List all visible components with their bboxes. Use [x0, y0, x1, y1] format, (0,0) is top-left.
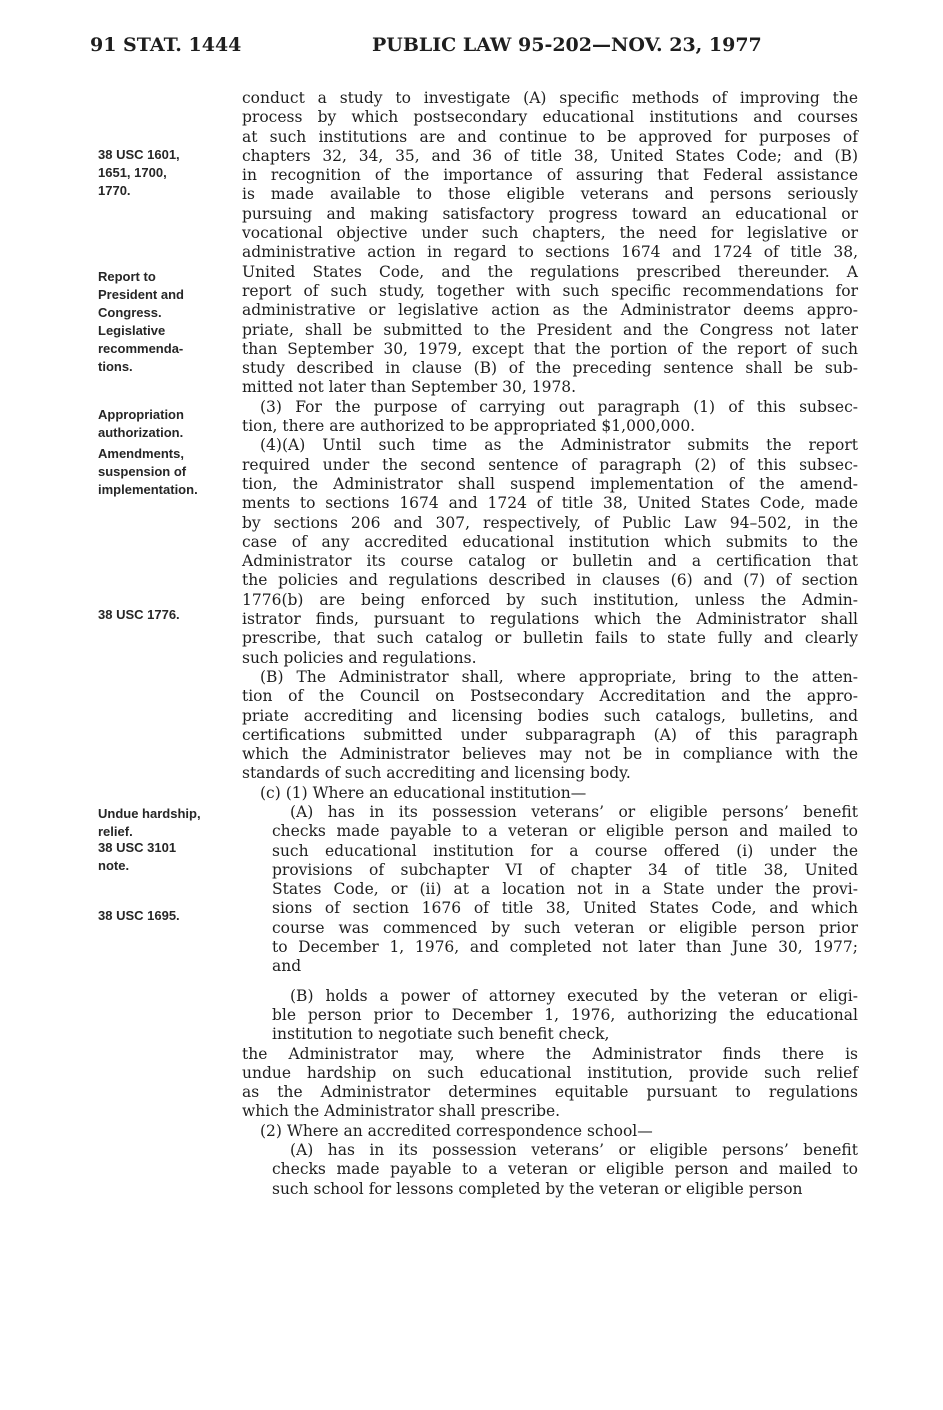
- text-line: sions of section 1676 of title 38, United States Code, and which: [272, 899, 858, 918]
- text-line: course was commenced by such veteran or eligible person prior: [272, 918, 858, 937]
- text-line: (A) has in its possession veterans’ or eligible persons’ benefit: [290, 802, 858, 821]
- clause-c1a: [272, 803, 858, 977]
- text-line: such educational institution for a course offered (i) under the: [272, 841, 858, 860]
- text-line: priate accrediting and licensing bodies such catalogs, bulletins, and: [242, 706, 858, 725]
- text-line: (4)(A) Until such time as the Administrator submits the report: [260, 436, 858, 455]
- text-line: pursuing and making satisfactory progress toward an educational or: [242, 204, 858, 223]
- text-line: undue hardship on such educational institution, provide such relief: [242, 1063, 858, 1082]
- margin-line: tions.: [98, 359, 133, 374]
- text-line: tion of the Council on Postsecondary Accreditation and the appro-: [242, 687, 858, 706]
- text-line: prescribe, that such catalog or bulletin fails to state fully and clearly: [242, 629, 858, 648]
- statute-page-number: 91 STAT. 1444: [90, 34, 242, 56]
- text-line: standards of such accrediting and licensing body.: [242, 764, 631, 783]
- text-line: administrative action in regard to sections 1674 and 1724 of title 38,: [242, 243, 858, 262]
- text-line: administrative or legislative action as the Administrator deems appro-: [242, 301, 858, 320]
- text-line: tion, there are authorized to be appropriated $1,000,000.: [242, 417, 696, 436]
- text-line: required under the second sentence of paragraph (2) of this subsec-: [242, 455, 858, 474]
- text-line: is made available to those eligible veterans and persons seriously: [242, 185, 858, 204]
- text-line: (B) holds a power of attorney executed by the veteran or eligi-: [290, 986, 858, 1005]
- margin-line: note.: [98, 858, 130, 873]
- margin-line: 38 USC 1695.: [98, 908, 180, 923]
- margin-line: Amendments,: [98, 446, 184, 461]
- public-law-citation: PUBLIC LAW 95-202—NOV. 23, 1977: [372, 34, 762, 56]
- text-line: which the Administrator shall prescribe.: [242, 1102, 561, 1121]
- text-line: and: [272, 957, 302, 976]
- text-line: the policies and regulations described in clauses (6) and (7) of section: [242, 571, 858, 590]
- text-line: priate, shall be submitted to the President and the Congress not later: [242, 320, 858, 339]
- text-line: chapters 32, 34, 35, and 36 of title 38, United States Code; and (B): [242, 146, 858, 165]
- margin-line: authorization.: [98, 425, 184, 440]
- text-line: (3) For the purpose of carrying out paragraph (1) of this subsec-: [260, 397, 858, 416]
- text-line: ble person prior to December 1, 1976, authorizing the educational: [272, 1005, 858, 1024]
- text-line: checks made payable to a veteran or eligible person and mailed to: [272, 1160, 858, 1179]
- text-line: provisions of subchapter VI of chapter 34 of title 38, United: [272, 860, 858, 879]
- paragraph-3-appropriation: [242, 398, 858, 437]
- clause-c2a: [272, 1141, 858, 1199]
- text-line: (A) has in its possession veterans’ or eligible persons’ benefit: [290, 1141, 858, 1160]
- text-line: the Administrator may, where the Administrator finds there is: [242, 1044, 858, 1063]
- text-line: United States Code, and the regulations prescribed thereunder. A: [242, 262, 858, 281]
- paragraph-4b: [242, 668, 858, 784]
- paragraph-4a: [242, 436, 858, 668]
- text-line: in recognition of the importance of assuring that Federal assistance: [242, 166, 858, 185]
- text-line: conduct a study to investigate (A) specific methods of improving the: [242, 89, 858, 107]
- margin-note-usc-3101: [98, 839, 238, 875]
- margin-line: Congress.: [98, 305, 162, 320]
- text-line: certifications submitted under subparagraph (A) of this paragraph: [242, 725, 858, 744]
- margin-line: suspension of: [98, 464, 187, 479]
- margin-line: 1770.: [98, 183, 131, 198]
- margin-line: President and: [98, 287, 184, 302]
- margin-line: 1651, 1700,: [98, 165, 167, 180]
- margin-note-usc-1695: [98, 907, 238, 925]
- text-line: than September 30, 1979, except that the portion of the report of such: [242, 339, 858, 358]
- margin-note-usc-1601: [98, 146, 238, 200]
- text-line: case of any accredited educational institution which submits to the: [242, 532, 858, 551]
- text-line: (2) Where an accredited correspondence school—: [260, 1121, 653, 1140]
- text-line: istrator finds, pursuant to regulations which the Administrator shall: [242, 610, 858, 629]
- margin-line: 38 USC 1601,: [98, 147, 180, 162]
- text-line: (B) The Administrator shall, where appropriate, bring to the atten-: [260, 667, 858, 686]
- text-line: tion, the Administrator shall suspend implementation of the amend-: [242, 474, 858, 493]
- paragraph-study: [242, 89, 858, 398]
- body-text: [242, 89, 858, 1199]
- text-line: to December 1, 1976, and completed not later than June 30, 1977;: [272, 938, 858, 957]
- margin-note-report: [98, 268, 238, 376]
- margin-line: 38 USC 3101: [98, 840, 177, 855]
- text-line: 1776(b) are being enforced by such institution, unless the Admin-: [242, 590, 858, 609]
- text-line: institution to negotiate such benefit check,: [272, 1025, 610, 1044]
- text-line: Administrator its course catalog or bulletin and a certification that: [242, 552, 858, 571]
- subsection-c2: [242, 1122, 858, 1199]
- margin-line: relief.: [98, 824, 133, 839]
- margin-line: Report to: [98, 269, 156, 284]
- margin-line: Appropriation: [98, 407, 184, 422]
- margin-note-undue-hardship: [98, 805, 238, 841]
- margin-note-appropriation: [98, 406, 238, 442]
- page-header: [0, 34, 943, 64]
- text-line: report of such study, together with such specific recommendations for: [242, 281, 858, 300]
- text-line: (c) (1) Where an educational institution—: [260, 783, 587, 802]
- text-line: mitted not later than September 30, 1978.: [242, 378, 577, 397]
- text-line: at such institutions are and continue to be approved for purposes of: [242, 127, 858, 146]
- text-line: by sections 206 and 307, respectively, of Public Law 94–502, in the: [242, 513, 858, 532]
- margin-line: 38 USC 1776.: [98, 607, 180, 622]
- subsection-c1: [242, 784, 858, 1122]
- margin-line: recommenda-: [98, 341, 184, 356]
- text-line: such school for lessons completed by the veteran or eligible person: [272, 1179, 803, 1198]
- margin-line: Legislative: [98, 323, 166, 338]
- margin-line: implementation.: [98, 482, 198, 497]
- text-line: ments to sections 1674 and 1724 of title 38, United States Code, made: [242, 494, 858, 513]
- text-line: vocational objective under such chapters, the need for legislative or: [242, 224, 858, 243]
- text-line: States Code, or (ii) at a location not in a State under the provi-: [272, 880, 858, 899]
- text-line: checks made payable to a veteran or eligible person and mailed to: [272, 822, 858, 841]
- margin-line: Undue hardship,: [98, 806, 201, 821]
- clause-c1b: [272, 987, 858, 1045]
- margin-note-amendments: [98, 445, 238, 499]
- text-line: study described in clause (B) of the preceding sentence shall be sub-: [242, 359, 858, 378]
- text-line: as the Administrator determines equitable pursuant to regulations: [242, 1083, 858, 1102]
- margin-note-usc-1776: [98, 606, 238, 624]
- text-line: process by which postsecondary educational institutions and courses: [242, 108, 858, 127]
- text-line: which the Administrator believes may not be in compliance with the: [242, 745, 858, 764]
- text-line: such policies and regulations.: [242, 648, 477, 667]
